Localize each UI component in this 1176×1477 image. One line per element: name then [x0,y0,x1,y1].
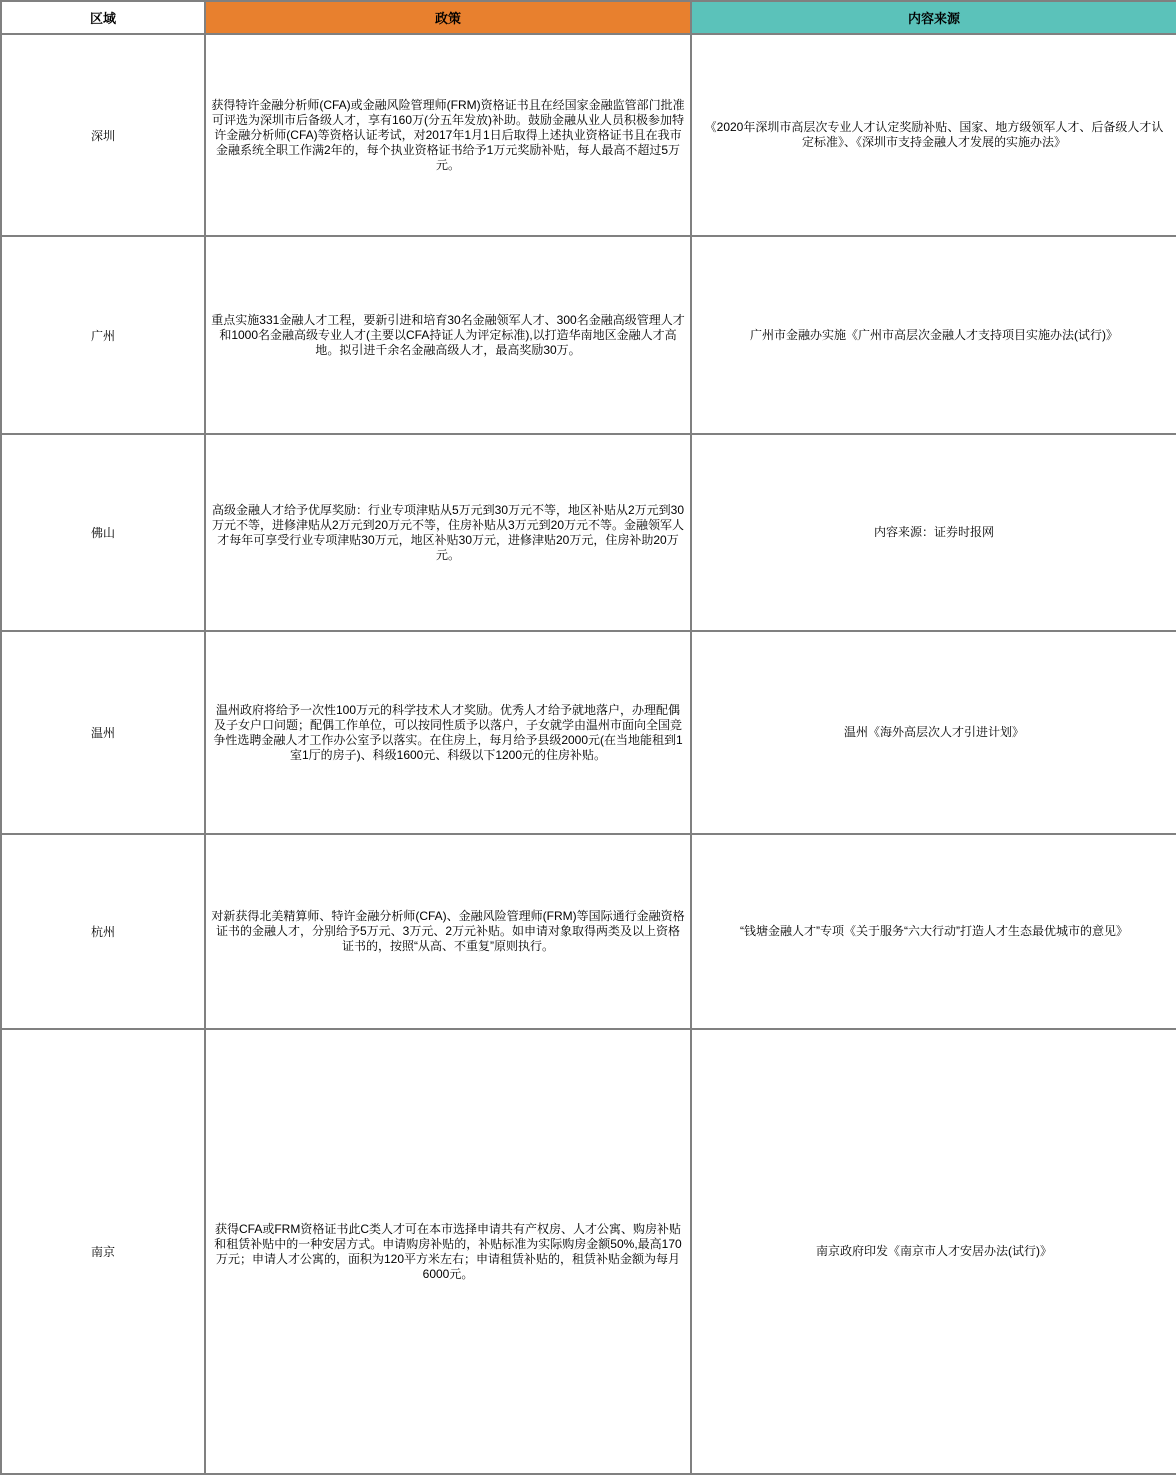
policy-cell-guangzhou: 重点实施331金融人才工程，要新引进和培育30名金融领军人才、300名金融高级管理人才和1000名金融高级专业人才(主要以CFA持证人为评定标准),以打造华南地区金融人才高地。拟引进千余名金融高级人才，最高奖励30万。 [205,236,691,434]
column-header-region: 区域 [1,1,205,34]
column-header-source: 内容来源 [691,1,1176,34]
table-row [1,434,1176,631]
policy-cell-wenzhou: 温州政府将给予一次性100万元的科学技术人才奖励。优秀人才给予就地落户，办理配偶及子女户口问题；配偶工作单位，可以按同性质予以落户，子女就学由温州市面向全国竞争性选聘金融人才工作办公室予以落实。在住房上，每月给予县级2000元(在当地能租到1室1厅的房子)、科级1600元、科级以下1200元的住房补贴。 [205,631,691,834]
table-row [1,236,1176,434]
policy-cell-shenzhen: 获得特许金融分析师(CFA)或金融风险管理师(FRM)资格证书且在经国家金融监管部门批准可评选为深圳市后备级人才，享有160万(分五年发放)补助。鼓励金融从业人员积极参加特许金融分析师(CFA)等资格认证考试，对2017年1月1日后取得上述执业资格证书且在我市金融系统全职工作满2年的，每个执业资格证书给予1万元奖励补贴，每人最高不超过5万元。 [205,34,691,236]
policy-cell-foshan: 高级金融人才给予优厚奖励：行业专项津贴从5万元到30万元不等，地区补贴从2万元到30万元不等，进修津贴从2万元到20万元不等，住房补贴从3万元到20万元不等。金融领军人才每年可享受行业专项津贴30万元，地区补贴30万元，进修津贴20万元，住房补助20万元。 [205,434,691,631]
policy-cell-nanjing: 获得CFA或FRM资格证书此C类人才可在本市选择申请共有产权房、人才公寓、购房补贴和租赁补贴中的一种安居方式。申请购房补贴的，补贴标准为实际购房金额50%,最高170万元；申请人才公寓的，面积为120平方米左右；申请租赁补贴的，租赁补贴金额为每月6000元。 [205,1029,691,1474]
region-cell-wenzhou: 温州 [1,631,205,834]
source-cell-foshan: 内容来源：证券时报网 [691,434,1176,631]
table-row [1,834,1176,1029]
region-cell-foshan: 佛山 [1,434,205,631]
region-cell-hangzhou: 杭州 [1,834,205,1029]
table-row [1,1029,1176,1474]
region-cell-shenzhen: 深圳 [1,34,205,236]
region-cell-nanjing: 南京 [1,1029,205,1474]
source-cell-nanjing: 南京政府印发《南京市人才安居办法(试行)》 [691,1029,1176,1474]
table-row [1,34,1176,236]
policy-cell-hangzhou: 对新获得北美精算师、特许金融分析师(CFA)、金融风险管理师(FRM)等国际通行金融资格证书的金融人才，分别给予5万元、3万元、2万元补贴。如申请对象取得两类及以上资格证书的，按照“从高、不重复”原则执行。 [205,834,691,1029]
table-header-row [1,1,1176,34]
region-cell-guangzhou: 广州 [1,236,205,434]
source-cell-hangzhou: “钱塘金融人才”专项《关于服务“六大行动”打造人才生态最优城市的意见》 [691,834,1176,1029]
table-row [1,631,1176,834]
source-cell-guangzhou: 广州市金融办实施《广州市高层次金融人才支持项目实施办法(试行)》 [691,236,1176,434]
column-header-policy: 政策 [205,1,691,34]
source-cell-wenzhou: 温州《海外高层次人才引进计划》 [691,631,1176,834]
source-cell-shenzhen: 《2020年深圳市高层次专业人才认定奖励补贴、国家、地方级领军人才、后备级人才认定标准》、《深圳市支持金融人才发展的实施办法》 [691,34,1176,236]
